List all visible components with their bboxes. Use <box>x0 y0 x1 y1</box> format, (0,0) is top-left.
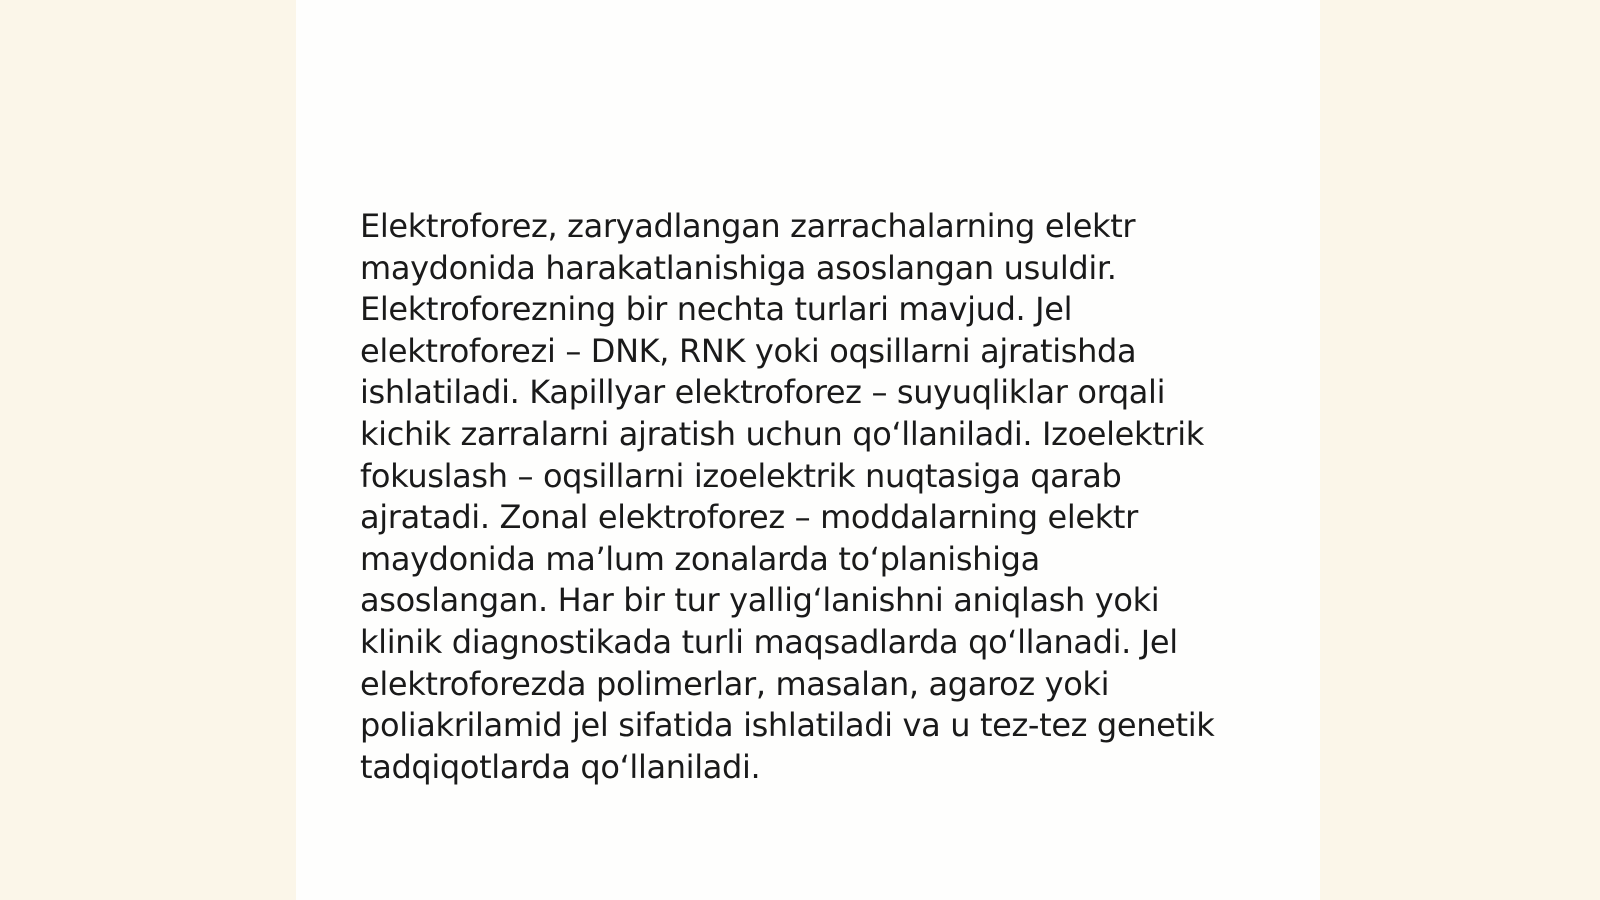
slide-body-text: Elektroforez, zaryadlangan zarrachalarning elektr maydonida harakatlanishiga asoslangan usuldir. Elektroforezning bir nechta turlari mavjud. Jel elektroforezi – DNK, RNK yoki oqsillarni ajratishda ishlatiladi. Kapillyar elektroforez – suyuqliklar orqali kichik zarralarni ajratish uchun qoʻllaniladi. Izoelektrik fokuslash – oqsillarni izoelektrik nuqtasiga qarab ajratadi. Zonal elektroforez – moddalarning elektr maydonida maʼlum zonalarda toʻplanishiga asoslangan. Har bir tur yalligʻlanishni aniqlash yoki klinik diagnostikada turli maqsadlarda qoʻllanadi. Jel elektroforezda polimerlar, masalan, agaroz yoki poliakrilamid jel sifatida ishlatiladi va u tez-tez genetik tadqiqotlarda qoʻllaniladi. <box>360 207 1215 786</box>
slide-canvas <box>296 0 1320 900</box>
